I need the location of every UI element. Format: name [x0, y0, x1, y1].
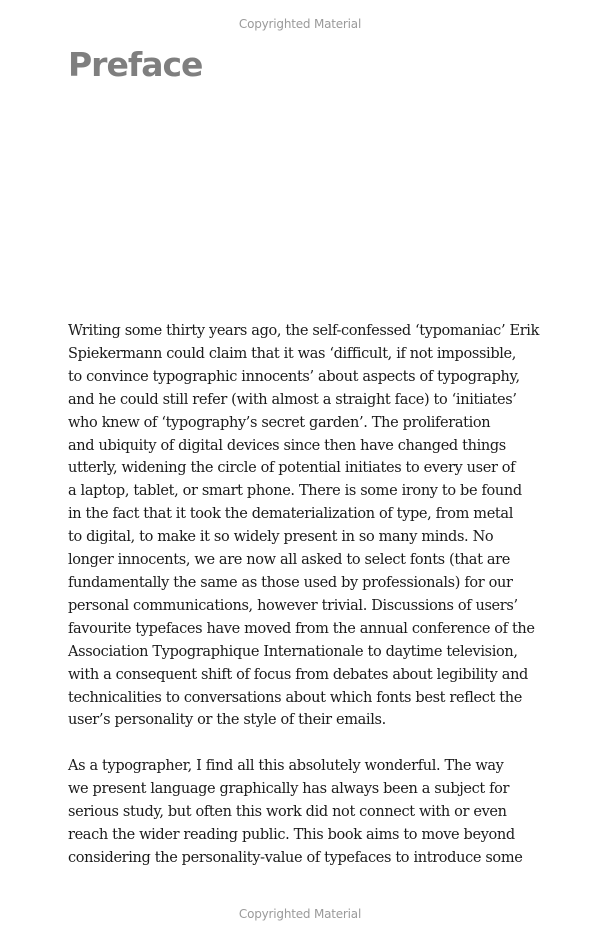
text-line: who knew of ‘typography’s secret garden’. The proliferation — [68, 414, 491, 431]
text-line: a laptop, tablet, or smart phone. There is some irony to be found — [68, 483, 522, 500]
text-line: Writing some thirty years ago, the self-confessed ‘typomaniac’ Erik — [68, 323, 540, 339]
text-line: with a consequent shift of focus from debates about legibility and — [68, 666, 528, 683]
text-line: As a typographer, I find all this absolutely wonderful. The way — [68, 758, 504, 775]
page-title: Preface — [68, 45, 203, 84]
paragraph-1 — [68, 320, 548, 732]
text-line: technicalities to conversations about which fonts best reflect the — [68, 689, 522, 706]
paragraph-2 — [68, 755, 548, 870]
text-line: and ubiquity of digital devices since then have changed things — [68, 437, 506, 454]
copyright-watermark-bottom: Copyrighted Material — [238, 907, 362, 921]
text-line: reach the wider reading public. This book aims to move beyond — [68, 826, 515, 843]
text-line: and he could still refer (with almost a straight face) to ‘initiates’ — [68, 391, 517, 408]
text-line: favourite typefaces have moved from the annual conference of the — [68, 620, 535, 637]
text-line: user’s personality or the style of their emails. — [68, 712, 386, 729]
copyright-watermark-top: Copyrighted Material — [238, 17, 362, 31]
body-text — [68, 320, 548, 870]
text-line: Association Typographique Internationale to daytime television, — [68, 643, 518, 660]
text-line: in the fact that it took the dematerialization of type, from metal — [68, 506, 513, 523]
text-line: longer innocents, we are now all asked to select fonts (that are — [68, 552, 510, 569]
text-line: fundamentally the same as those used by professionals) for our — [68, 574, 513, 591]
text-line: to digital, to make it so widely present in so many minds. No — [68, 529, 494, 546]
text-line: we present language graphically has always been a subject for — [68, 781, 510, 798]
text-line: Spiekermann could claim that it was ‘difficult, if not impossible, — [68, 345, 517, 362]
text-line: personal communications, however trivial. Discussions of users’ — [68, 597, 518, 614]
text-line: utterly, widening the circle of potential initiates to every user of — [68, 460, 516, 477]
text-line: to convince typographic innocents’ about aspects of typography, — [68, 368, 520, 385]
text-line: serious study, but often this work did not connect with or even — [68, 804, 507, 821]
text-line: considering the personality-value of typefaces to introduce some — [68, 849, 523, 866]
